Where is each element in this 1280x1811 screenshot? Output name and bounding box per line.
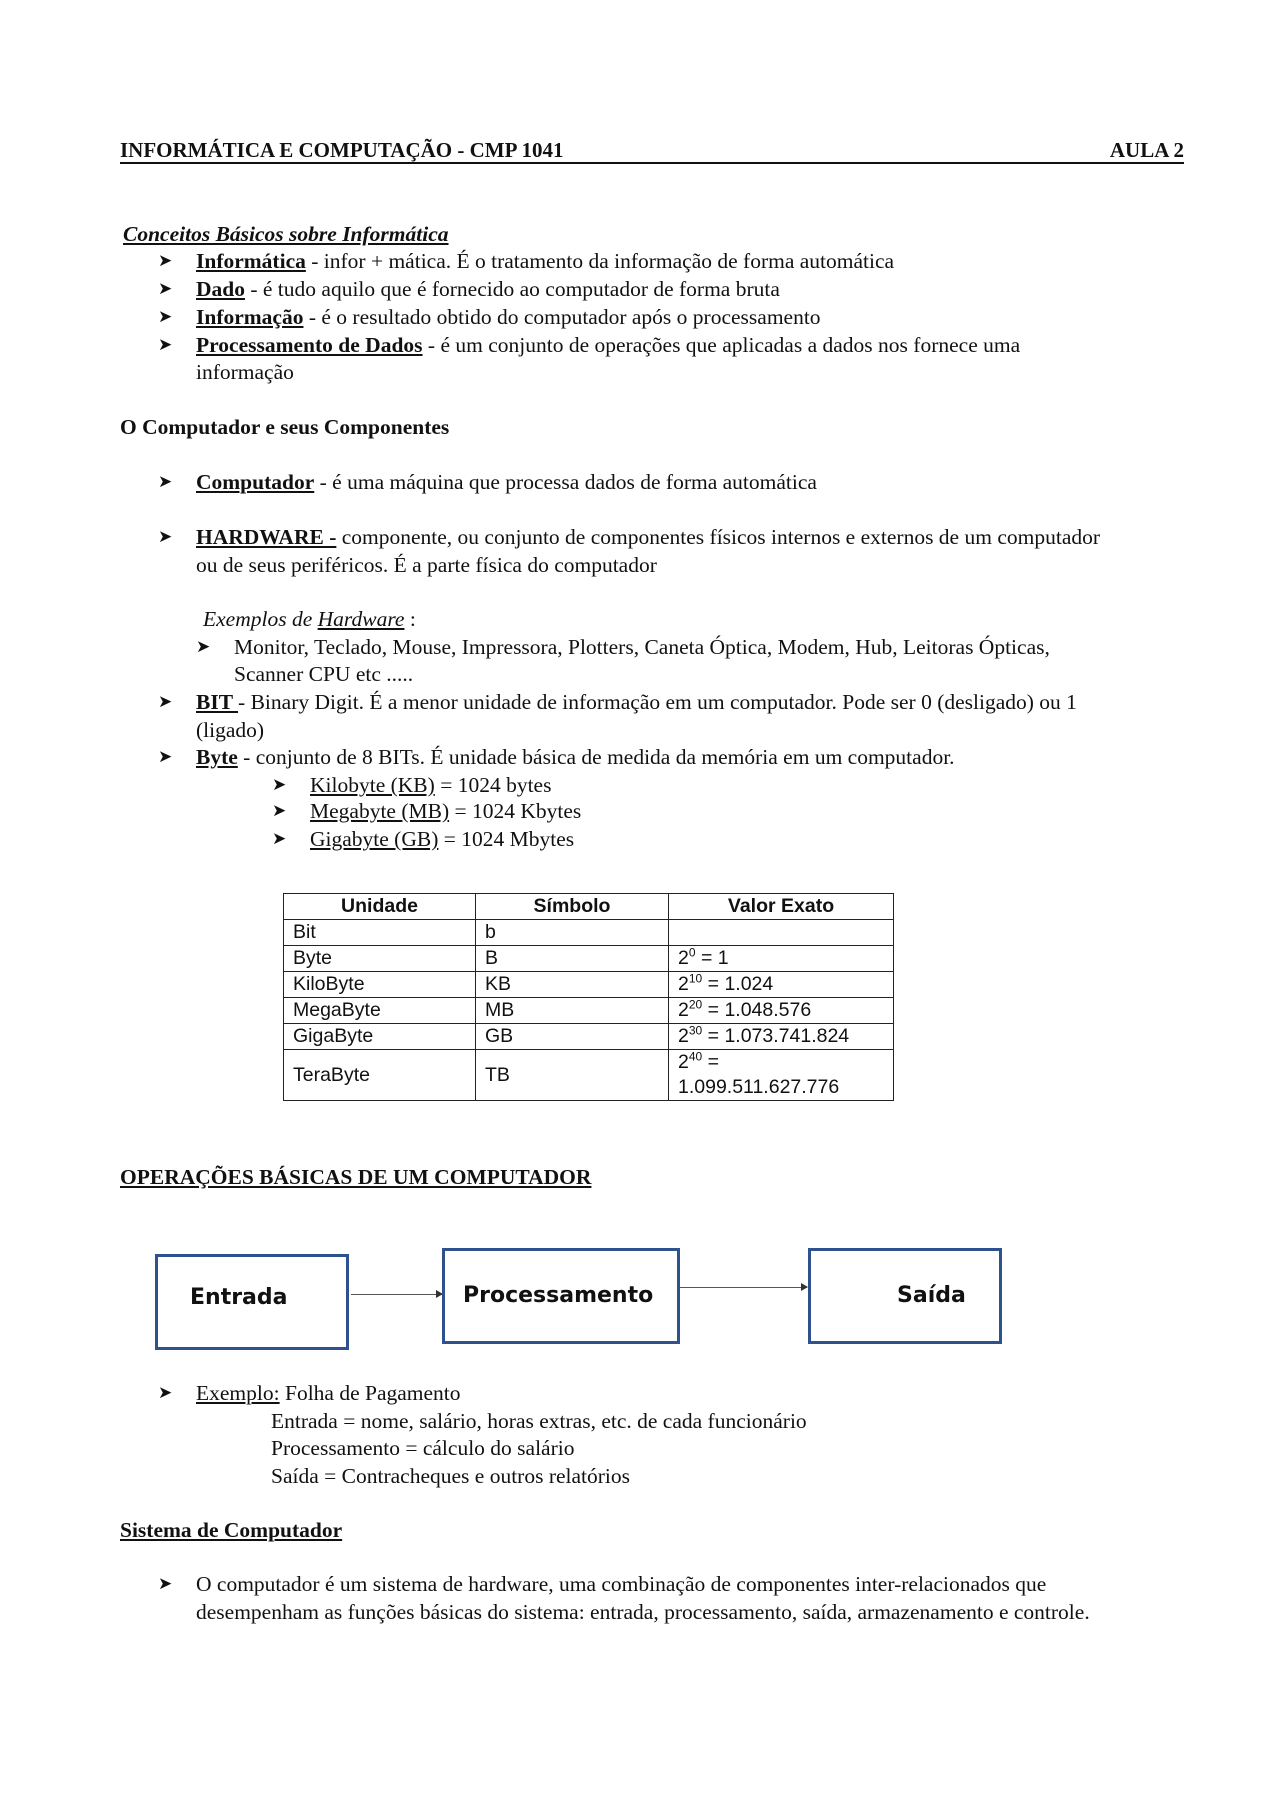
section-title-system: Sistema de Computador xyxy=(120,1518,343,1542)
column-header: Valor Exato xyxy=(669,894,894,920)
list-item: Byte - conjunto de 8 BITs. É unidade básica de medida da memória em um computador. xyxy=(196,745,955,769)
cell-value: $2^0 = 1$ xyxy=(669,946,894,972)
list-item: Processamento de Dados - é um conjunto de operações que aplicadas a dados nos fornece uma xyxy=(196,333,1021,357)
examples-label: Exemplos de Hardware : xyxy=(203,607,416,631)
list-item-continuation: ou de seus periféricos. É a parte física do computador xyxy=(196,553,657,577)
example-line: Processamento = cálculo do salário xyxy=(271,1436,575,1460)
cell-symbol: b xyxy=(476,920,669,946)
cell-unit: GigaByte xyxy=(284,1024,476,1050)
cell-value: $2^{30} = 1.073.741.824$ xyxy=(669,1024,894,1050)
list-item-continuation: informação xyxy=(196,360,294,384)
table-row xyxy=(284,1024,894,1050)
column-header: Símbolo xyxy=(476,894,669,920)
list-item: BIT - Binary Digit. É a menor unidade de informação em um computador. Pode ser 0 (desligado) ou 1 xyxy=(196,690,1077,714)
bullet-arrow-icon: ➤ xyxy=(158,279,173,298)
list-item: Computador - é uma máquina que processa dados de forma automática xyxy=(196,470,817,494)
example-item: Exemplo: Folha de Pagamento xyxy=(196,1381,461,1405)
cell-value xyxy=(669,920,894,946)
list-item: Dado - é tudo aquilo que é fornecido ao computador de forma bruta xyxy=(196,277,780,301)
list-item-continuation: (ligado) xyxy=(196,718,265,742)
cell-symbol: GB xyxy=(476,1024,669,1050)
lesson-label: AULA 2 xyxy=(1109,138,1184,162)
cell-symbol: B xyxy=(476,946,669,972)
list-item: Informática - infor + mática. É o tratamento da informação de forma automática xyxy=(196,249,895,273)
example-line: Saída = Contracheques e outros relatórios xyxy=(271,1464,631,1488)
list-item: Informação - é o resultado obtido do computador após o processamento xyxy=(196,305,821,329)
diagram-box-entrada: Entrada xyxy=(155,1254,349,1350)
units-table xyxy=(283,893,894,1101)
bullet-arrow-icon: ➤ xyxy=(158,692,173,711)
table-row xyxy=(284,946,894,972)
column-header: Unidade xyxy=(284,894,476,920)
diagram-box-saida: Saída xyxy=(808,1248,1002,1344)
cell-value: $2^{20} = 1.048.576$ xyxy=(669,998,894,1024)
table-header-row xyxy=(284,894,894,920)
system-text: O computador é um sistema de hardware, uma combinação de componentes inter-relacionados que xyxy=(196,1572,1047,1596)
list-item: HARDWARE - componente, ou conjunto de componentes físicos internos e externos de um computador xyxy=(196,525,1101,549)
bullet-arrow-icon: ➤ xyxy=(196,637,211,656)
cell-unit: MegaByte xyxy=(284,998,476,1024)
bullet-arrow-icon: ➤ xyxy=(272,801,287,820)
unit-item: Kilobyte (KB) = 1024 bytes xyxy=(310,773,552,797)
table-row xyxy=(284,972,894,998)
bullet-arrow-icon: ➤ xyxy=(158,251,173,270)
bullet-arrow-icon: ➤ xyxy=(158,472,173,491)
bullet-arrow-icon: ➤ xyxy=(158,307,173,326)
cell-symbol: MB xyxy=(476,998,669,1024)
bullet-arrow-icon: ➤ xyxy=(272,829,287,848)
examples-list-continuation: Scanner CPU etc ..... xyxy=(234,662,414,686)
section-title-concepts: Conceitos Básicos sobre Informática xyxy=(123,222,449,246)
examples-list: Monitor, Teclado, Mouse, Impressora, Plotters, Caneta Óptica, Modem, Hub, Leitoras Ópticas, xyxy=(234,635,1050,659)
diagram-box-processamento: Processamento xyxy=(442,1248,680,1344)
bullet-arrow-icon: ➤ xyxy=(158,527,173,546)
unit-item: Gigabyte (GB) = 1024 Mbytes xyxy=(310,827,575,851)
cell-symbol: KB xyxy=(476,972,669,998)
section-title-operations: OPERAÇÕES BÁSICAS DE UM COMPUTADOR xyxy=(120,1165,592,1189)
bullet-arrow-icon: ➤ xyxy=(158,1383,173,1402)
table-row xyxy=(284,998,894,1024)
cell-unit: Bit xyxy=(284,920,476,946)
arrow-icon xyxy=(680,1287,807,1288)
bullet-arrow-icon: ➤ xyxy=(158,1574,173,1593)
cell-unit: Byte xyxy=(284,946,476,972)
arrow-icon xyxy=(351,1294,442,1295)
course-title: INFORMÁTICA E COMPUTAÇÃO - CMP 1041 xyxy=(120,138,564,162)
table-row xyxy=(284,1050,894,1101)
section-title-components: O Computador e seus Componentes xyxy=(120,415,450,439)
example-line: Entrada = nome, salário, horas extras, etc. de cada funcionário xyxy=(271,1409,807,1433)
table-row xyxy=(284,920,894,946)
unit-item: Megabyte (MB) = 1024 Kbytes xyxy=(310,799,582,823)
cell-value: $2^{10} = 1.024$ xyxy=(669,972,894,998)
page-header xyxy=(120,138,1184,164)
bullet-arrow-icon: ➤ xyxy=(272,775,287,794)
bullet-arrow-icon: ➤ xyxy=(158,747,173,766)
system-text-continuation: desempenham as funções básicas do sistema: entrada, processamento, saída, armazenamento e controle. xyxy=(196,1600,1090,1624)
cell-unit: TeraByte xyxy=(284,1050,476,1101)
cell-unit: KiloByte xyxy=(284,972,476,998)
bullet-arrow-icon: ➤ xyxy=(158,335,173,354)
cell-symbol: TB xyxy=(476,1050,669,1101)
cell-value: $2^{40} = 1.099.511.627.776$ xyxy=(669,1050,894,1101)
